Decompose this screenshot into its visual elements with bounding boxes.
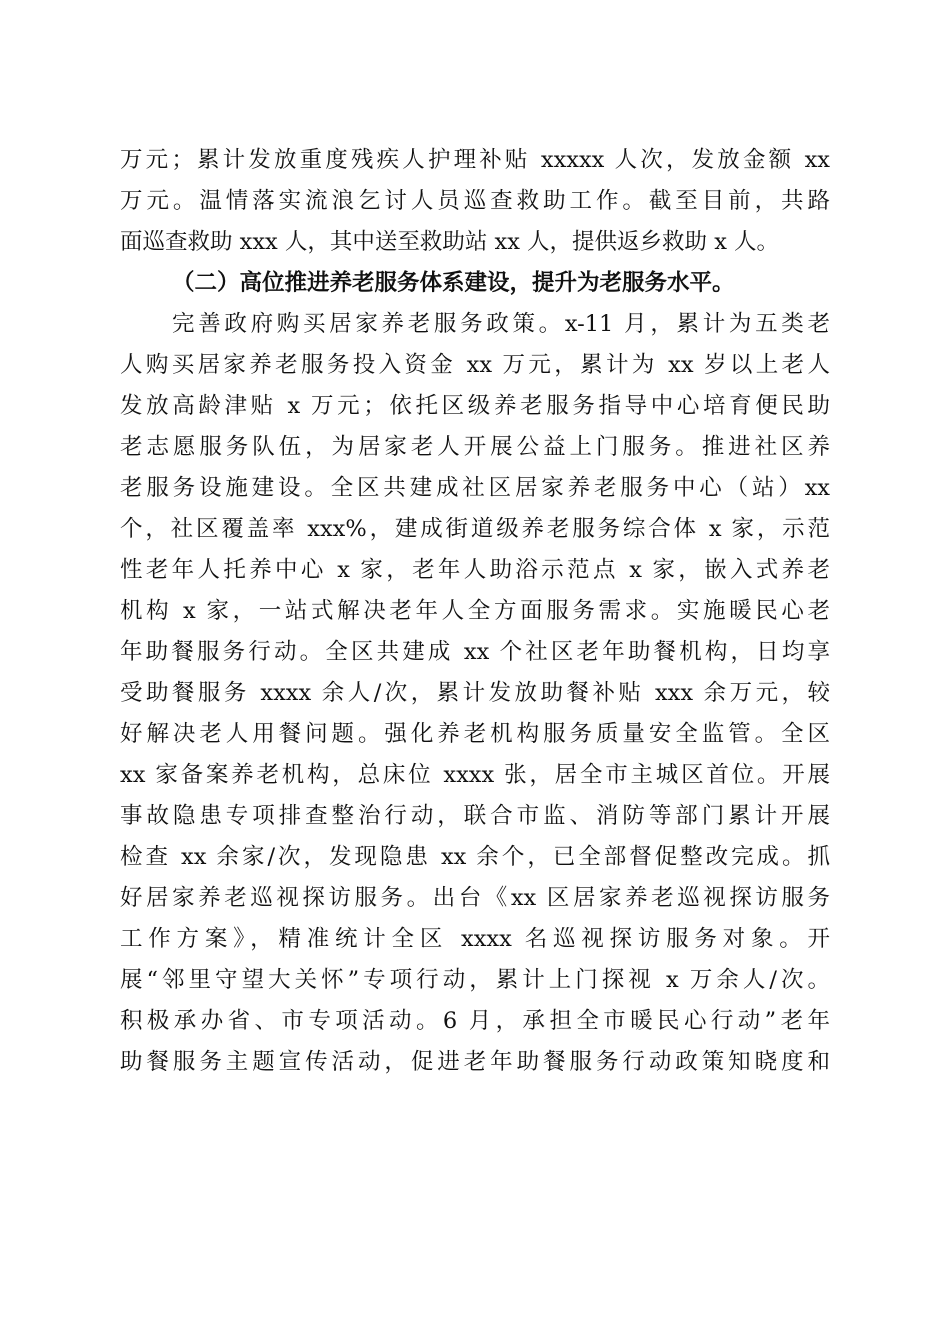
text-line: 检查 xx 余家/次，发现隐患 xx 余个，已全部督促整改完成。抓 [120, 844, 830, 870]
text-line: xx 家备案养老机构，总床位 xxxx 张，居全市主城区首位。开展 [120, 762, 830, 788]
text-line: 年助餐服务行动。全区共建成 xx 个社区老年助餐机构，日均享 [120, 639, 830, 665]
text-line: 好解决老人用餐问题。强化养老机构服务质量安全监管。全区 [120, 721, 830, 747]
text-line: 事故隐患专项排查整治行动，联合市监、消防等部门累计开展 [120, 803, 830, 829]
text-line: 面巡查救助 xxx 人，其中送至救助站 xx 人，提供返乡救助 x 人。 [120, 229, 780, 255]
text-line: 工作方案》，精准统计全区 xxxx 名巡视探访服务对象。开 [120, 926, 830, 952]
section-heading: （二）高位推进养老服务体系建设，提升为老服务水平。 [172, 270, 735, 296]
text-line: 万元。温情落实流浪乞讨人员巡查救助工作。截至目前，共路 [120, 188, 830, 214]
text-line: 人购买居家养老服务投入资金 xx 万元，累计为 xx 岁以上老人 [120, 352, 830, 378]
text-line: 老志愿服务队伍，为居家老人开展公益上门服务。推进社区养 [120, 434, 830, 460]
text-line: 展“邻里守望大关怀”专项行动，累计上门探视 x 万余人/次。 [120, 967, 830, 993]
text-line: 性老年人托养中心 x 家，老年人助浴示范点 x 家，嵌入式养老 [120, 557, 830, 583]
text-line: 完善政府购买居家养老服务政策。x-11 月，累计为五类老 [172, 311, 830, 337]
document-body [120, 140, 830, 1083]
text-line: 积极承办省、市专项活动。6 月，承担全市暖民心行动”老年 [120, 1008, 830, 1034]
text-line: 机构 x 家，一站式解决老年人全方面服务需求。实施暖民心老 [120, 598, 830, 624]
text-line: 助餐服务主题宣传活动，促进老年助餐服务行动政策知晓度和 [120, 1049, 830, 1075]
text-line: 受助餐服务 xxxx 余人/次，累计发放助餐补贴 xxx 余万元，较 [120, 680, 830, 706]
text-line: 发放高龄津贴 x 万元；依托区级养老服务指导中心培育便民助 [120, 393, 830, 419]
text-line: 好居家养老巡视探访服务。出台《xx 区居家养老巡视探访服务 [120, 885, 830, 911]
text-line: 万元；累计发放重度残疾人护理补贴 xxxxx 人次，发放金额 xx [120, 147, 830, 173]
text-line: 个，社区覆盖率 xxx%，建成街道级养老服务综合体 x 家，示范 [120, 516, 830, 542]
text-line: 老服务设施建设。全区共建成社区居家养老服务中心（站）xx [120, 475, 830, 501]
